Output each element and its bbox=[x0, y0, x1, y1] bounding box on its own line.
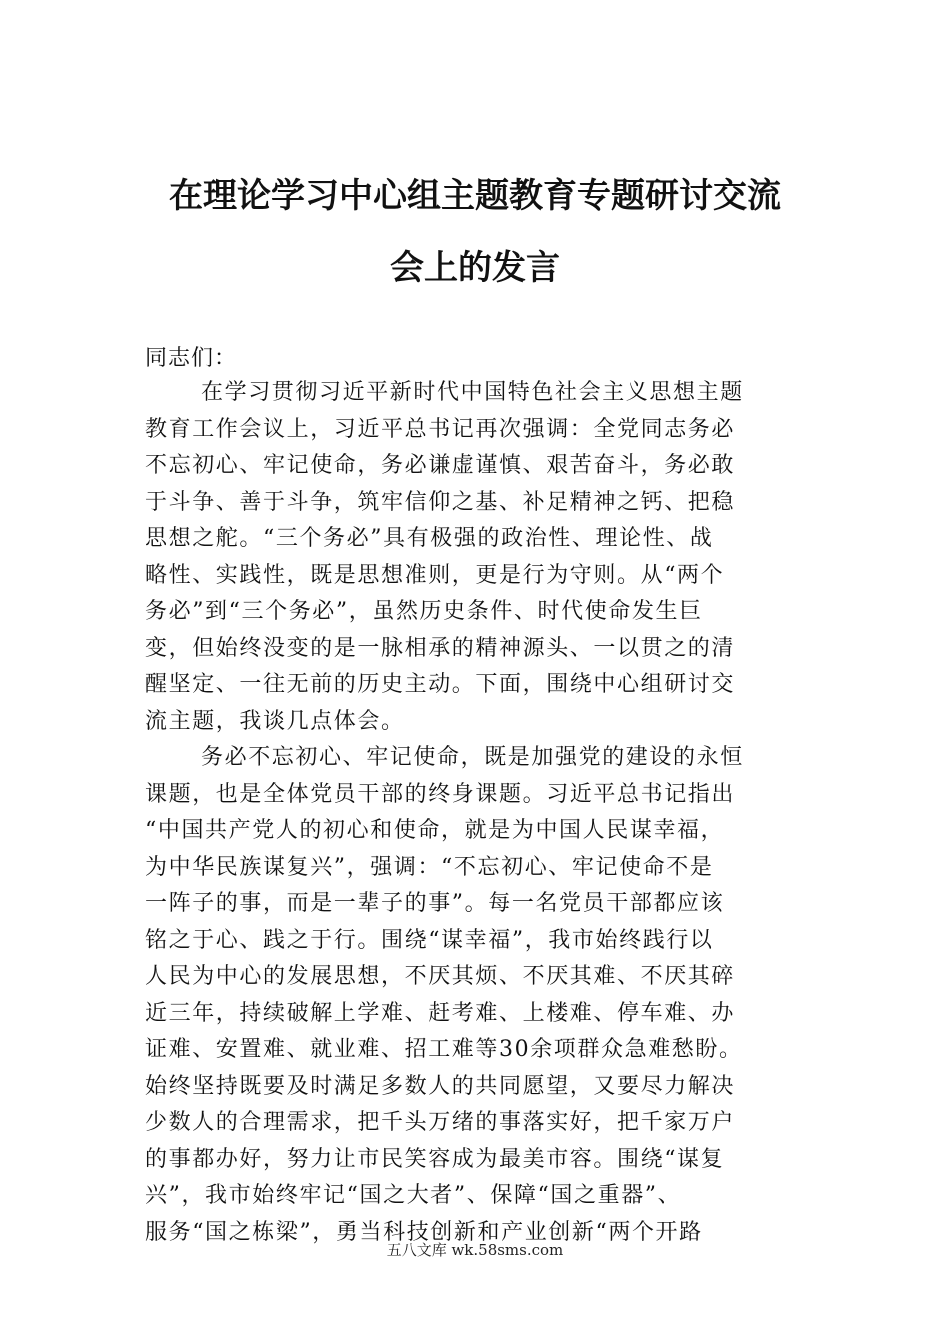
document-title-line-2: 会上的发言 bbox=[390, 248, 560, 288]
body-line: 流主题，我谈几点体会。 bbox=[145, 708, 405, 734]
body-line: 略性、实践性，既是思想准则，更是行为守则。从“两个 bbox=[145, 562, 725, 588]
body-line: 务必不忘初心、牢记使命，既是加强党的建设的永恒 bbox=[201, 745, 744, 770]
body-line: 一阵子的事，而是一辈子的事”。每一名党员干部都应该 bbox=[145, 891, 725, 916]
body-line: 近三年，持续破解上学难、赶考难、上楼难、停车难、办 bbox=[145, 1000, 736, 1026]
body-line: 服务“国之栋梁”，勇当科技创新和产业创新“两个开路 bbox=[145, 1219, 703, 1245]
body-line: 铭之于心、践之于行。围绕“谋幸福”，我市始终践行以 bbox=[145, 927, 714, 953]
body-line: 课题，也是全体党员干部的终身课题。习近平总书记指出 bbox=[145, 781, 736, 807]
body-line: “中国共产党人的初心和使命，就是为中国人民谋幸福， bbox=[145, 818, 725, 843]
body-line: 人民为中心的发展思想，不厌其烦、不厌其难、不厌其碎 bbox=[145, 964, 736, 989]
body-line: 变，但始终没变的是一脉相承的精神源头、一以贯之的清 bbox=[145, 635, 736, 661]
body-line: 不忘初心、牢记使命，务必谦虚谨慎、艰苦奋斗，务必敢 bbox=[145, 453, 736, 478]
body-line: 兴”，我市始终牢记“国之大者”、保障“国之重器”、 bbox=[145, 1183, 682, 1208]
body-line: 始终坚持既要及时满足多数人的共同愿望，又要尽力解决 bbox=[145, 1073, 736, 1099]
body-line: 于斗争、善于斗争，筑牢信仰之基、补足精神之钙、把稳 bbox=[145, 489, 736, 515]
body-line: 教育工作会议上，习近平总书记再次强调：全党同志务必 bbox=[145, 416, 736, 442]
document-title-line-1: 在理论学习中心组主题教育专题研讨交流 bbox=[169, 176, 781, 216]
body-line: 的事都办好，努力让市民笑容成为最美市容。围绕“谋复 bbox=[145, 1146, 725, 1172]
body-line: 思想之舵。“三个务必”具有极强的政治性、理论性、战 bbox=[145, 526, 714, 551]
body-line: 为中华民族谋复兴”，强调：“不忘初心、牢记使命不是 bbox=[145, 854, 714, 880]
body-line: 证难、安置难、就业难、招工难等30余项群众急难愁盼。 bbox=[145, 1037, 743, 1062]
body-line: 务必”到“三个务必”，虽然历史条件、时代使命发生巨 bbox=[145, 599, 703, 624]
body-line: 醒坚定、一往无前的历史主动。下面，围绕中心组研讨交 bbox=[145, 672, 736, 697]
body-line: 少数人的合理需求，把千头万绪的事落实好，把千家万户 bbox=[145, 1110, 736, 1135]
footer-watermark: 五八文库 wk.58sms.com bbox=[386, 1241, 564, 1259]
salutation: 同志们： bbox=[145, 346, 238, 371]
body-line: 在学习贯彻习近平新时代中国特色社会主义思想主题 bbox=[201, 380, 744, 405]
document-body bbox=[145, 375, 805, 1251]
